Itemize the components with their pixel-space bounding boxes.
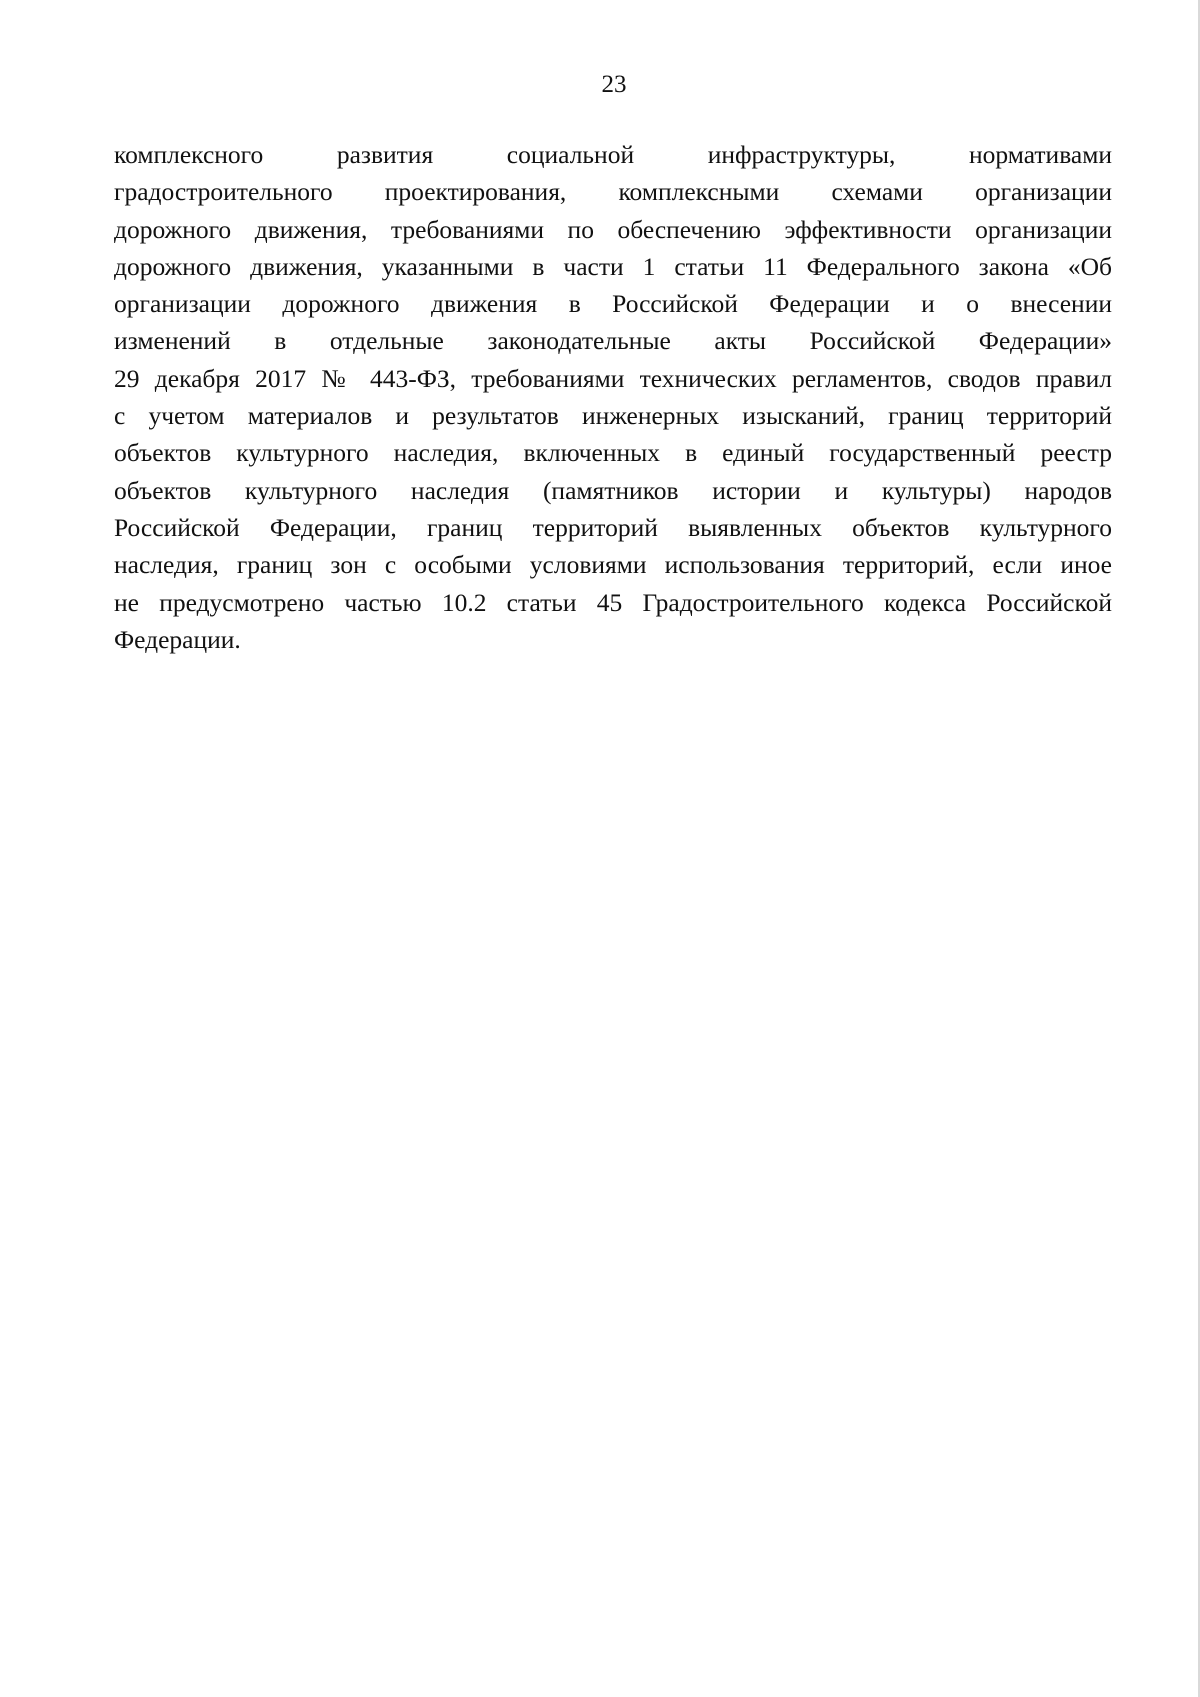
text-line: Федерации. <box>114 624 241 654</box>
text-line: объектов культурного наследия, включенных в единый государственный реестр <box>114 438 1112 468</box>
text-line: 29 декабря 2017 № 443-ФЗ, требованиями технических регламентов, сводов правил <box>114 363 1112 393</box>
text-line: изменений в отдельные законодательные акты Российской Федерации» <box>114 326 1112 356</box>
text-line: градостроительного проектирования, комплексными схемами организации <box>114 177 1112 207</box>
text-line: объектов культурного наследия (памятников истории и культуры) народов <box>114 475 1112 505</box>
text-line: дорожного движения, требованиями по обеспечению эффективности организации <box>114 214 1112 244</box>
body-paragraph <box>114 136 1112 658</box>
text-line: комплексного развития социальной инфраструктуры, нормативами <box>114 140 1112 169</box>
text-line: не предусмотрено частью 10.2 статьи 45 Градостроительного кодекса Российской <box>114 587 1112 617</box>
text-line: наследия, границ зон с особыми условиями использования территорий, если иное <box>114 550 1112 580</box>
text-line: организации дорожного движения в Российской Федерации и о внесении <box>114 289 1112 319</box>
text-line: Российской Федерации, границ территорий выявленных объектов культурного <box>114 512 1112 542</box>
page-number: 23 <box>601 71 627 98</box>
text-line: с учетом материалов и результатов инженерных изысканий, границ территорий <box>114 401 1112 431</box>
text-line: дорожного движения, указанными в части 1 статьи 11 Федерального закона «Об <box>114 251 1112 281</box>
